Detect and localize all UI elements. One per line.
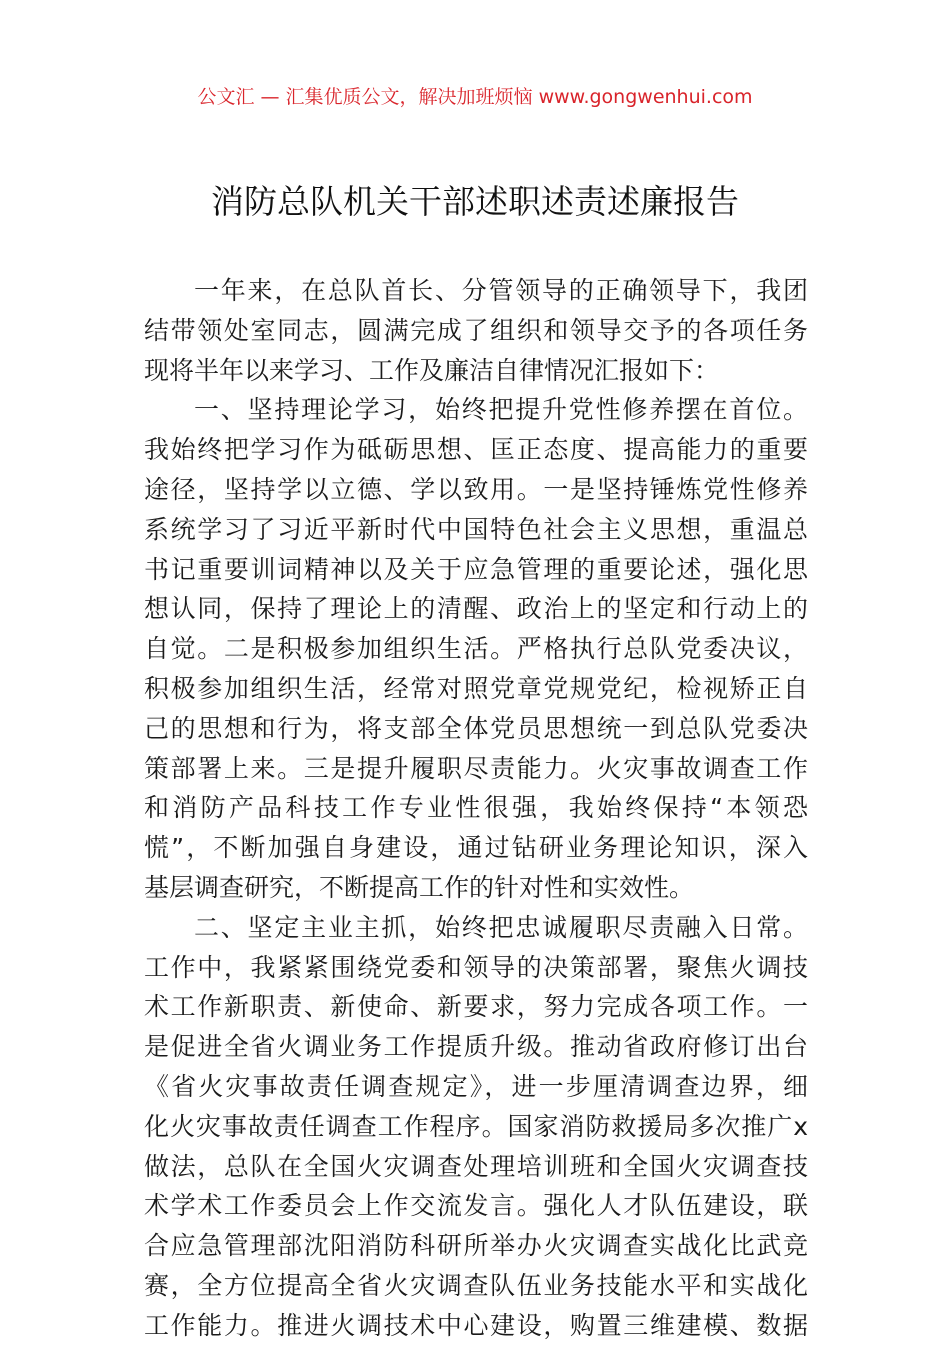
body-line: 自觉。二是积极参加组织生活。严格执行总队党委决议， — [144, 634, 808, 664]
body-line: 想认同，保持了理论上的清醒、政治上的坚定和行动上的 — [144, 594, 808, 624]
body-line: 途径，坚持学以立德、学以致用。一是坚持锤炼党性修养 — [144, 474, 808, 504]
body-line: 《省火灾事故责任调查规定》，进一步厘清调查边界，细 — [144, 1071, 808, 1101]
body-line: 系统学习了习近平新时代中国特色社会主义思想，重温总 — [144, 514, 808, 544]
body-line: 书记重要训词精神以及关于应急管理的重要论述，强化思 — [144, 554, 808, 584]
body-line: 化火灾事故责任调查工作程序。国家消防救援局多次推广x — [144, 1111, 808, 1141]
body-line: 积极参加组织生活，经常对照党章党规党纪，检视矫正自 — [144, 673, 808, 703]
body-line: 是促进全省火调业务工作提质升级。推动省政府修订出台 — [144, 1032, 808, 1062]
section-heading-1: 一、坚持理论学习，始终把提升党性修养摆在首位。 — [194, 395, 808, 425]
body-line: 我始终把学习作为砥砺思想、匡正态度、提高能力的重要 — [144, 435, 808, 465]
document-body — [144, 271, 808, 1346]
body-line: 合应急管理部沈阳消防科研所举办火灾调查实战化比武竞 — [144, 1231, 808, 1261]
body-line: 基层调查研究，不断提高工作的针对性和实效性。 — [144, 872, 695, 902]
body-line: 和消防产品科技工作专业性很强，我始终保持“本领恐 — [144, 793, 808, 823]
document-title: 消防总队机关干部述职述责述廉报告 — [211, 182, 739, 221]
body-line: 工作中，我紧紧围绕党委和领导的决策部署，聚焦火调技 — [144, 952, 808, 982]
body-line: 工作能力。推进火调技术中心建设，购置三维建模、数据 — [144, 1310, 808, 1340]
body-line: 策部署上来。三是提升履职尽责能力。火灾事故调查工作 — [144, 753, 808, 783]
body-line: 一年来，在总队首长、分管领导的正确领导下，我团 — [194, 276, 808, 305]
body-line: 做法，总队在全国火灾调查处理培训班和全国火灾调查技 — [144, 1151, 808, 1181]
body-line: 术学术工作委员会上作交流发言。强化人才队伍建设，联 — [144, 1191, 808, 1221]
body-line: 己的思想和行为，将支部全体党员思想统一到总队党委决 — [144, 713, 808, 743]
body-line: 赛，全方位提高全省火灾调查队伍业务技能水平和实战化 — [144, 1270, 808, 1300]
section-heading-2: 二、坚定主业主抓，始终把忠诚履职尽责融入日常。 — [194, 912, 808, 942]
body-line: 术工作新职责、新使命、新要求，努力完成各项工作。一 — [144, 992, 808, 1022]
body-line: 结带领处室同志，圆满完成了组织和领导交予的各项任务 — [144, 315, 808, 345]
body-line: 现将半年以来学习、工作及廉洁自律情况汇报如下： — [144, 355, 720, 385]
watermark-header: 公文汇 — 汇集优质公文，解决加班烦恼 www.gongwenhui.com — [197, 86, 753, 108]
body-line: 慌”，不断加强自身建设，通过钻研业务理论知识，深入 — [144, 833, 808, 863]
